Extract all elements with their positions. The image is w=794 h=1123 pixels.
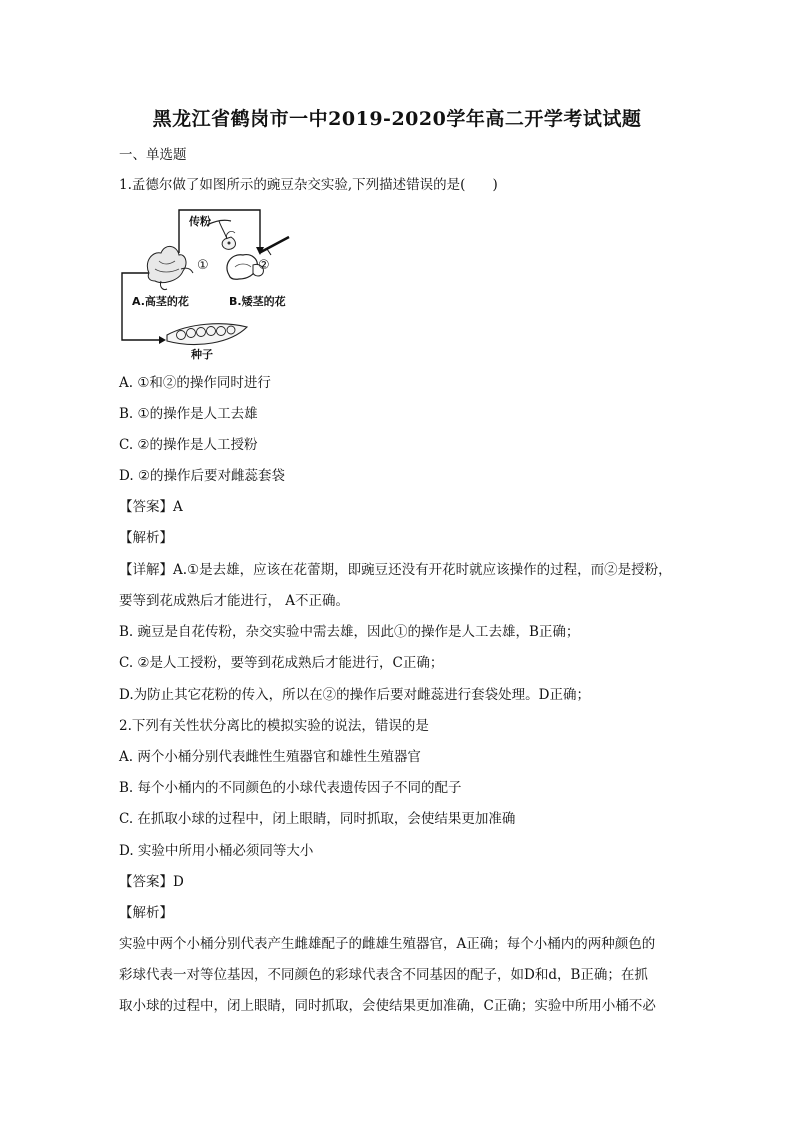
section-heading: 一、单选题 (119, 147, 187, 163)
q1-answer: 【答案】A (119, 499, 183, 515)
q1-detail-c: C. ②是人工授粉，要等到花成熟后才能进行，C正确； (119, 655, 444, 671)
q1-detail-d: D.为防止其它花粉的传入，所以在②的操作后要对雌蕊进行套袋处理。D正确； (119, 687, 590, 703)
q2-analysis-line-2: 彩球代表一对等位基因，不同颜色的彩球代表含不同基因的配子，如D和d，B正确；在抓 (119, 967, 648, 983)
label-seed: 种子 (191, 348, 213, 361)
label-short-flower: B.矮茎的花 (229, 295, 286, 308)
page-title: 黑龙江省鹤岗市一中2019-2020学年高二开学考试试题 (152, 108, 642, 130)
q1-detail-line-1: 【详解】A.①是去雄，应该在花蕾期，即豌豆还没有开花时就应该操作的过程，而②是授粉， (119, 562, 672, 578)
label-tall-flower: A.高茎的花 (132, 295, 189, 308)
question-2-stem: 2.下列有关性状分离比的模拟实验的说法，错误的是 (119, 718, 429, 734)
q2-analysis-label: 【解析】 (119, 905, 173, 921)
q2-answer: 【答案】D (119, 874, 184, 890)
q2-option-b: B. 每个小桶内的不同颜色的小球代表遗传因子不同的配子 (119, 780, 462, 796)
q1-option-b: B. ①的操作是人工去雄 (119, 406, 258, 422)
pollen-source-icon (207, 220, 236, 249)
q1-option-c: C. ②的操作是人工授粉 (119, 437, 258, 453)
label-step-one: ① (197, 258, 209, 273)
q1-analysis-label: 【解析】 (119, 530, 173, 546)
label-step-two: ② (258, 258, 270, 273)
q2-analysis-line-3: 取小球的过程中，闭上眼睛，同时抓取，会使结果更加准确，C正确；实验中所用小桶不必 (119, 998, 656, 1014)
q2-analysis-line-1: 实验中两个小桶分别代表产生雌雄配子的雌雄生殖器官，A正确；每个小桶内的两种颜色的 (119, 936, 656, 952)
q1-detail-line-2: 要等到花成熟后才能进行， A不正确。 (119, 593, 350, 609)
q1-option-a: A. ①和②的操作同时进行 (119, 375, 271, 391)
q2-option-a: A. 两个小桶分别代表雌性生殖器官和雄性生殖器官 (119, 749, 421, 765)
q1-option-d: D. ②的操作后要对雌蕊套袋 (119, 468, 286, 484)
label-pollination: 传粉 (189, 215, 211, 228)
seed-pod-icon (167, 324, 247, 345)
pea-cross-diagram (119, 203, 309, 363)
question-1-stem: 1.孟德尔做了如图所示的豌豆杂交实验,下列描述错误的是( ) (119, 177, 498, 193)
q2-option-d: D. 实验中所用小桶必须同等大小 (119, 843, 314, 859)
tall-stem-flower-icon (147, 246, 193, 289)
seed-arrowhead (159, 336, 166, 344)
q2-option-c: C. 在抓取小球的过程中，闭上眼睛，同时抓取，会使结果更加准确 (119, 811, 516, 827)
q1-detail-b: B. 豌豆是自花传粉，杂交实验中需去雄，因此①的操作是人工去雄，B正确； (119, 624, 580, 640)
